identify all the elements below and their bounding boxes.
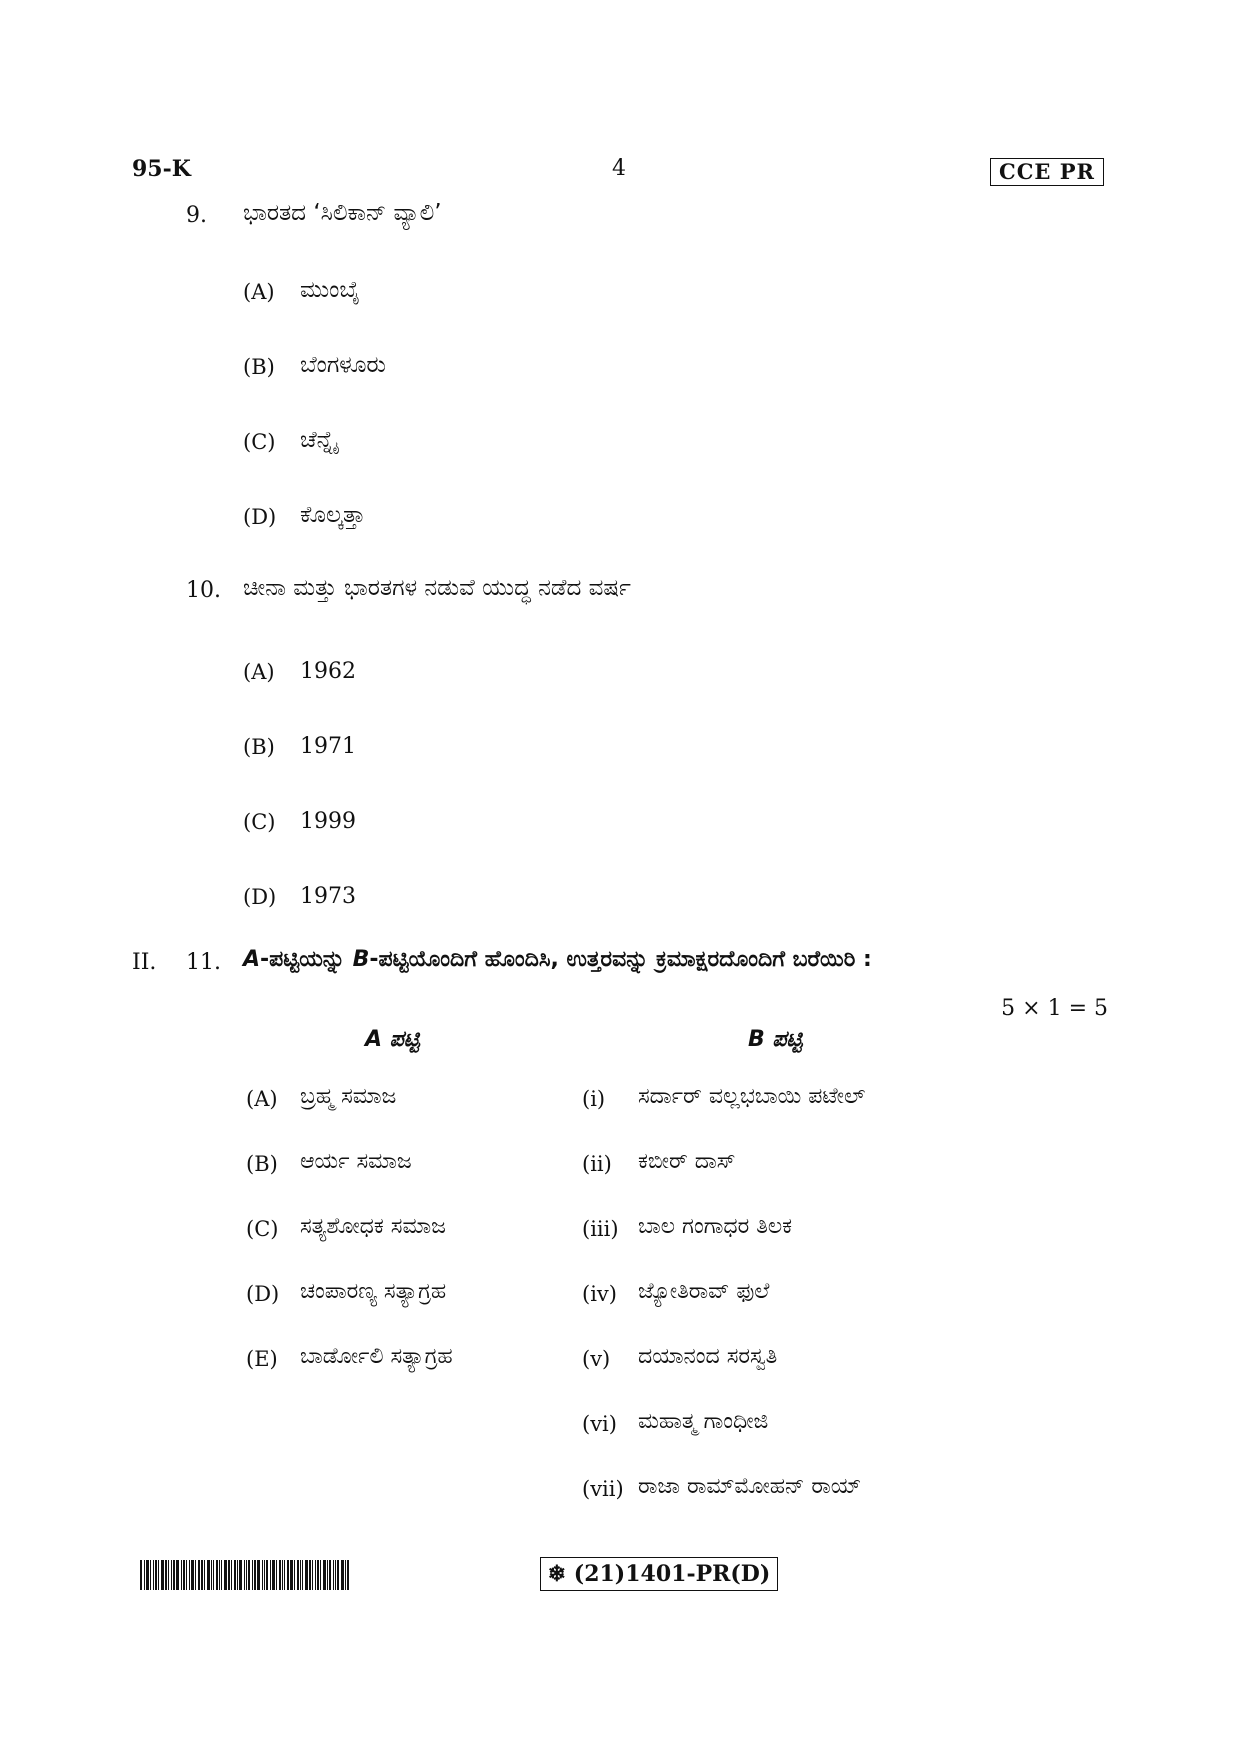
question-9-text: ಭಾರತದ ‘ಸಿಲಿಕಾನ್ ವ್ಯಾಲಿ’	[243, 200, 442, 226]
option-text: 1973	[300, 884, 356, 909]
option-label: (C)	[243, 430, 276, 454]
question-11-number: 11.	[186, 950, 221, 975]
option-text: ಕೊಲ್ಕತ್ತಾ	[300, 502, 366, 528]
match-b-label: (ii)	[582, 1152, 612, 1176]
option-text: ಬೆಂಗಳೂರು	[300, 352, 386, 378]
match-b-label: (vii)	[582, 1477, 624, 1501]
match-b-text: ಸರ್ದಾರ್ ವಲ್ಲಭಬಾಯಿ ಪಟೇಲ್	[638, 1084, 866, 1109]
match-a-label: (C)	[246, 1217, 279, 1241]
match-b-text: ಜ್ಯೋತಿರಾವ್ ಫುಲೆ	[638, 1279, 770, 1304]
option-text: 1971	[300, 734, 356, 759]
instruction-part-2: -ಪಟ್ಟಿಯೊಂದಿಗೆ ಹೊಂದಿಸಿ, ಉತ್ತರವನ್ನು ಕ್ರಮಾಕ್ಷರದೊಂದಿಗೆ ಬರೆಯಿರಿ :	[369, 947, 872, 972]
series-box: CCE PR	[990, 158, 1104, 186]
option-label: (D)	[243, 885, 277, 909]
match-a-text: ಚಂಪಾರಣ್ಯ ಸತ್ಯಾಗ್ರಹ	[300, 1279, 447, 1304]
match-b-label: (v)	[582, 1347, 611, 1371]
question-11-text	[243, 947, 872, 972]
option-label: (D)	[243, 505, 277, 529]
match-b-label: (iv)	[582, 1282, 617, 1306]
instruction-part-1: -ಪಟ್ಟಿಯನ್ನು	[260, 947, 353, 972]
match-a-label: (D)	[246, 1282, 280, 1306]
match-b-text: ದಯಾನಂದ ಸರಸ್ವತಿ	[638, 1344, 778, 1369]
option-text: ಚೆನ್ನೈ	[300, 427, 338, 453]
option-label: (A)	[243, 280, 275, 304]
list-a-letter: A	[243, 947, 261, 972]
column-b-heading: B ಪಟ್ಟಿ	[748, 1027, 803, 1052]
page-number: 4	[612, 156, 626, 181]
paper-code: 95-K	[132, 156, 191, 182]
option-text: 1999	[300, 809, 356, 834]
option-text: 1962	[300, 659, 356, 684]
match-b-text: ಕಬೀರ್ ದಾಸ್	[638, 1149, 736, 1174]
match-a-label: (E)	[246, 1347, 278, 1371]
match-a-text: ಬ್ರಹ್ಮ ಸಮಾಜ	[300, 1084, 397, 1109]
list-b-letter: B	[352, 947, 370, 972]
match-b-text: ಬಾಲ ಗಂಗಾಧರ ತಿಲಕ	[638, 1214, 793, 1239]
question-10-text: ಚೀನಾ ಮತ್ತು ಭಾರತಗಳ ನಡುವೆ ಯುದ್ಧ ನಡೆದ ವರ್ಷ	[243, 575, 631, 601]
match-b-label: (i)	[582, 1087, 606, 1111]
match-a-text: ಆರ್ಯ ಸಮಾಜ	[300, 1149, 412, 1174]
option-label: (B)	[243, 735, 275, 759]
option-label: (B)	[243, 355, 275, 379]
marks: 5 × 1 = 5	[1001, 996, 1108, 1021]
snowflake-icon: ❄	[547, 1561, 567, 1587]
column-a-heading: A ಪಟ್ಟಿ	[365, 1027, 420, 1052]
match-a-label: (B)	[246, 1152, 278, 1176]
option-label: (C)	[243, 810, 276, 834]
match-a-text: ಬಾರ್ಡೋಲಿ ಸತ್ಯಾಗ್ರಹ	[300, 1344, 453, 1369]
question-9-number: 9.	[186, 203, 207, 228]
barcode	[140, 1560, 376, 1590]
match-b-text: ರಾಜಾ ರಾಮ್‌ಮೋಹನ್ ರಾಯ್	[638, 1474, 862, 1499]
match-b-label: (vi)	[582, 1412, 617, 1436]
option-label: (A)	[243, 660, 275, 684]
footer-code: (21)1401-PR(D)	[573, 1561, 771, 1587]
match-a-text: ಸತ್ಯಶೋಧಕ ಸಮಾಜ	[300, 1214, 446, 1239]
section-number: II.	[132, 950, 157, 975]
match-b-text: ಮಹಾತ್ಮ ಗಾಂಧೀಜಿ	[638, 1409, 769, 1434]
match-b-label: (iii)	[582, 1217, 619, 1241]
question-10-number: 10.	[186, 578, 221, 603]
footer-code-box	[540, 1557, 778, 1591]
option-text: ಮುಂಬೈ	[300, 277, 360, 303]
match-a-label: (A)	[246, 1087, 278, 1111]
